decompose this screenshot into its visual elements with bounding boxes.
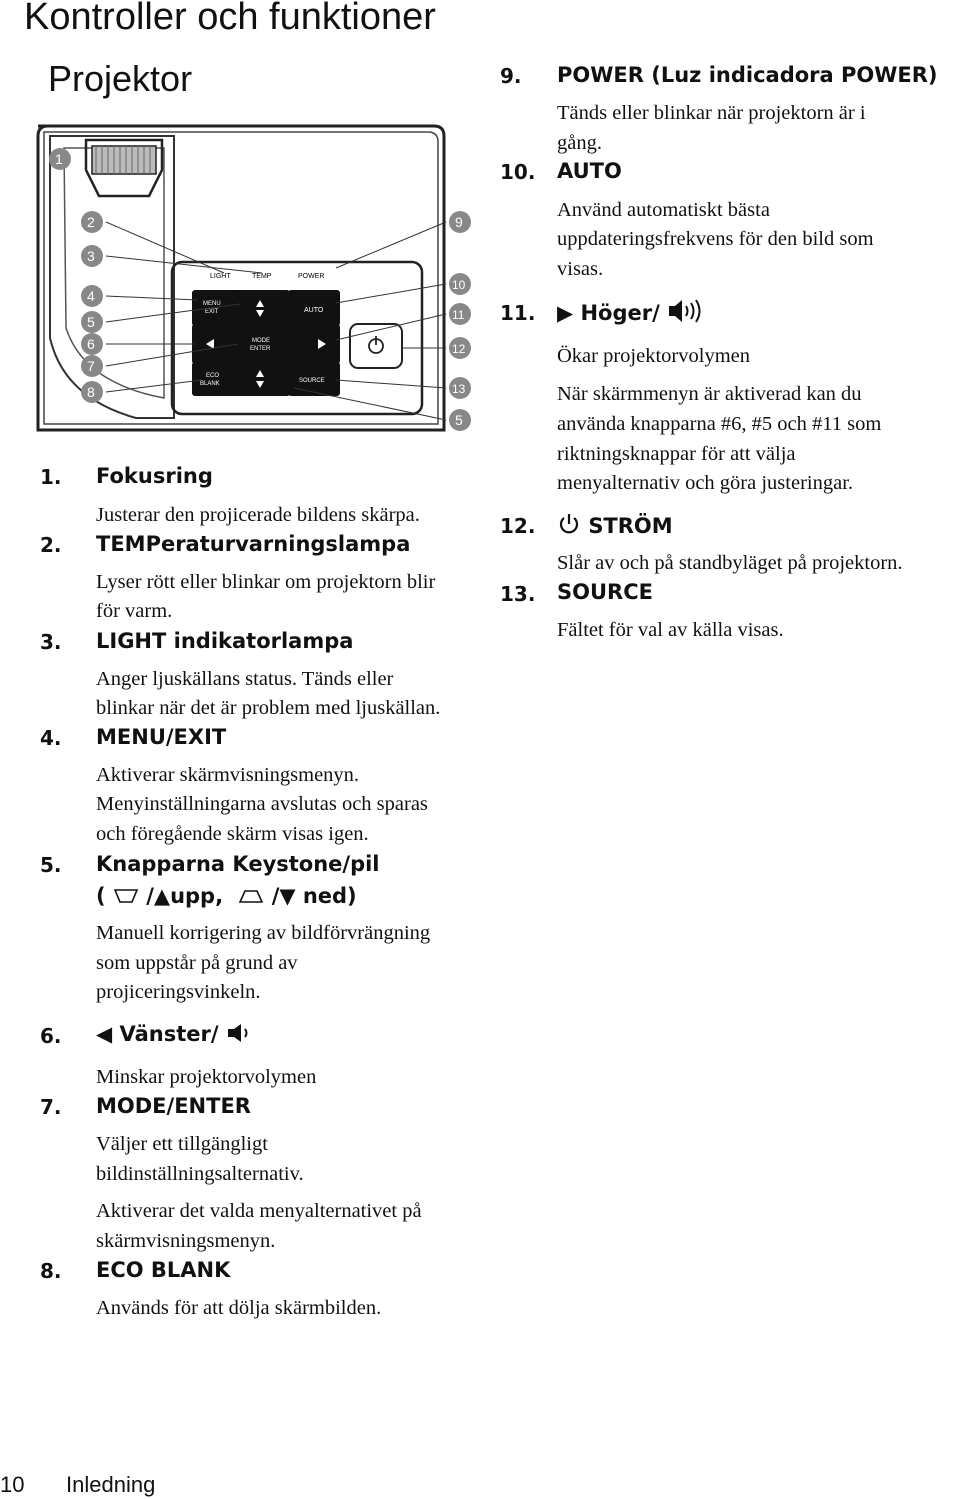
item-title: SOURCE bbox=[557, 580, 653, 604]
item-text: Aktiverar skärmvisningsmenyn. bbox=[96, 764, 360, 786]
down-button[interactable] bbox=[236, 362, 290, 396]
item-text: Ökar projektorvolymen bbox=[557, 345, 750, 367]
item-title: STRÖM bbox=[557, 512, 673, 538]
item-text: och föregående skärm visas igen. bbox=[96, 823, 369, 845]
item-text: Aktiverar det valda menyalternativet på bbox=[96, 1200, 422, 1222]
item-text: Fältet för val av källa visas. bbox=[557, 619, 784, 641]
item-text: Slår av och på standbyläget på projektorn. bbox=[557, 552, 903, 574]
enter-label: ENTER bbox=[250, 346, 271, 352]
svg-text:5: 5 bbox=[87, 314, 95, 330]
item-title: MENU/EXIT bbox=[96, 725, 227, 749]
svg-text:11: 11 bbox=[452, 308, 465, 322]
item-text: blinkar när det är problem med ljuskällan. bbox=[96, 697, 441, 719]
item-text: projiceringsvinkeln. bbox=[96, 981, 261, 1003]
exit-label: EXIT bbox=[205, 309, 219, 315]
item-text: När skärmmenyn är aktiverad kan du bbox=[557, 383, 862, 405]
menu-label: MENU bbox=[203, 301, 221, 307]
volume-down-icon bbox=[226, 1022, 256, 1044]
left-triangle-icon: ◀ bbox=[96, 1022, 113, 1046]
item-number: 8. bbox=[40, 1259, 62, 1283]
item-text: visas. bbox=[557, 258, 604, 280]
item-text: uppdateringsfrekvens för den bild som bbox=[557, 228, 874, 250]
item-text: menyalternativ och göra justeringar. bbox=[557, 472, 854, 494]
keystone-down-icon bbox=[238, 888, 264, 904]
item-title: TEMPeraturvarningslampa bbox=[96, 532, 411, 556]
right-button[interactable] bbox=[288, 324, 340, 364]
item-number: 2. bbox=[40, 533, 62, 557]
up-triangle-icon: ▲ bbox=[153, 884, 171, 908]
eco-label: ECO bbox=[206, 373, 220, 379]
svg-text:5: 5 bbox=[455, 412, 463, 428]
item-number: 13. bbox=[500, 582, 536, 606]
mode-label: MODE bbox=[252, 338, 270, 344]
svg-text:2: 2 bbox=[87, 214, 95, 230]
section-title: Projektor bbox=[48, 58, 193, 99]
auto-label: AUTO bbox=[304, 307, 324, 314]
item-title: Knapparna Keystone/pil bbox=[96, 852, 380, 876]
item-number: 4. bbox=[40, 726, 62, 750]
item-number: 11. bbox=[500, 301, 536, 325]
item-text: som uppstår på grund av bbox=[96, 952, 298, 974]
item-text: Väljer ett tillgängligt bbox=[96, 1133, 268, 1155]
item-text: Lyser rött eller blinkar om projektorn blir bbox=[96, 571, 436, 593]
item-number: 12. bbox=[500, 514, 536, 538]
item-text: gång. bbox=[557, 132, 602, 154]
svg-text:7: 7 bbox=[87, 358, 95, 374]
item-number: 7. bbox=[40, 1095, 62, 1119]
item-text: Justerar den projicerade bildens skärpa. bbox=[96, 504, 420, 526]
item-title: LIGHT indikatorlampa bbox=[96, 629, 354, 653]
item-title: ▶ Höger/ bbox=[557, 298, 707, 325]
power-icon bbox=[557, 512, 581, 536]
item-text: Manuell korrigering av bildförvrängning bbox=[96, 922, 431, 944]
item-text: Används för att dölja skärmbilden. bbox=[96, 1297, 382, 1319]
item-text: Tänds eller blinkar när projektorn är i bbox=[557, 102, 866, 124]
footer-section: Inledning bbox=[66, 1472, 156, 1497]
svg-text:3: 3 bbox=[87, 248, 95, 264]
item-number: 10. bbox=[500, 160, 536, 184]
item-text: skärmvisningsmenyn. bbox=[96, 1230, 276, 1252]
item-number: 5. bbox=[40, 853, 62, 877]
svg-text:6: 6 bbox=[87, 336, 95, 352]
source-label: SOURCE bbox=[299, 378, 325, 384]
item-text: för varm. bbox=[96, 600, 173, 622]
svg-text:1: 1 bbox=[55, 151, 63, 167]
item-text: använda knapparna #6, #5 och #11 som bbox=[557, 413, 882, 435]
keystone-up-icon bbox=[113, 888, 139, 904]
item-text: Använd automatiskt bästa bbox=[557, 199, 770, 221]
page-title: Kontroller och funktioner bbox=[24, 0, 436, 38]
panel-temp-label: TEMP bbox=[252, 273, 272, 280]
item-number: 3. bbox=[40, 630, 62, 654]
item-text: bildinställningsalternativ. bbox=[96, 1163, 304, 1185]
svg-text:13: 13 bbox=[452, 382, 466, 396]
keystone-subtitle: ( /▲upp, /▼ ned) bbox=[96, 884, 357, 908]
item-title: Fokusring bbox=[96, 464, 213, 488]
item-text: Menyinställningarna avslutas och sparas bbox=[96, 793, 428, 815]
svg-text:10: 10 bbox=[452, 278, 466, 292]
item-title: MODE/ENTER bbox=[96, 1094, 251, 1118]
mode-enter-button[interactable] bbox=[236, 324, 290, 364]
svg-text:9: 9 bbox=[455, 214, 463, 230]
svg-text:12: 12 bbox=[452, 342, 466, 356]
item-text: Minskar projektorvolymen bbox=[96, 1066, 317, 1088]
item-title: POWER (Luz indicadora POWER) bbox=[557, 63, 938, 87]
up-button[interactable] bbox=[236, 290, 290, 326]
panel-power-label: POWER bbox=[298, 273, 325, 280]
volume-up-icon bbox=[667, 298, 707, 324]
item-number: 9. bbox=[500, 64, 522, 88]
item-number: 1. bbox=[40, 465, 62, 489]
item-title: ECO BLANK bbox=[96, 1258, 231, 1282]
blank-label: BLANK bbox=[200, 381, 220, 387]
svg-text:8: 8 bbox=[87, 384, 95, 400]
item-title: AUTO bbox=[557, 159, 622, 183]
page-number: 10 bbox=[0, 1472, 25, 1497]
down-triangle-icon: ▼ bbox=[279, 884, 296, 908]
right-triangle-icon: ▶ bbox=[557, 301, 574, 325]
panel-light-label: LIGHT bbox=[210, 273, 231, 280]
item-text: riktningsknappar för att välja bbox=[557, 443, 796, 465]
projector-diagram bbox=[24, 118, 494, 438]
item-title: ◀ Vänster/ bbox=[96, 1022, 256, 1046]
svg-text:4: 4 bbox=[87, 288, 95, 304]
item-text: Anger ljuskällans status. Tänds eller bbox=[96, 668, 394, 690]
item-number: 6. bbox=[40, 1024, 62, 1048]
